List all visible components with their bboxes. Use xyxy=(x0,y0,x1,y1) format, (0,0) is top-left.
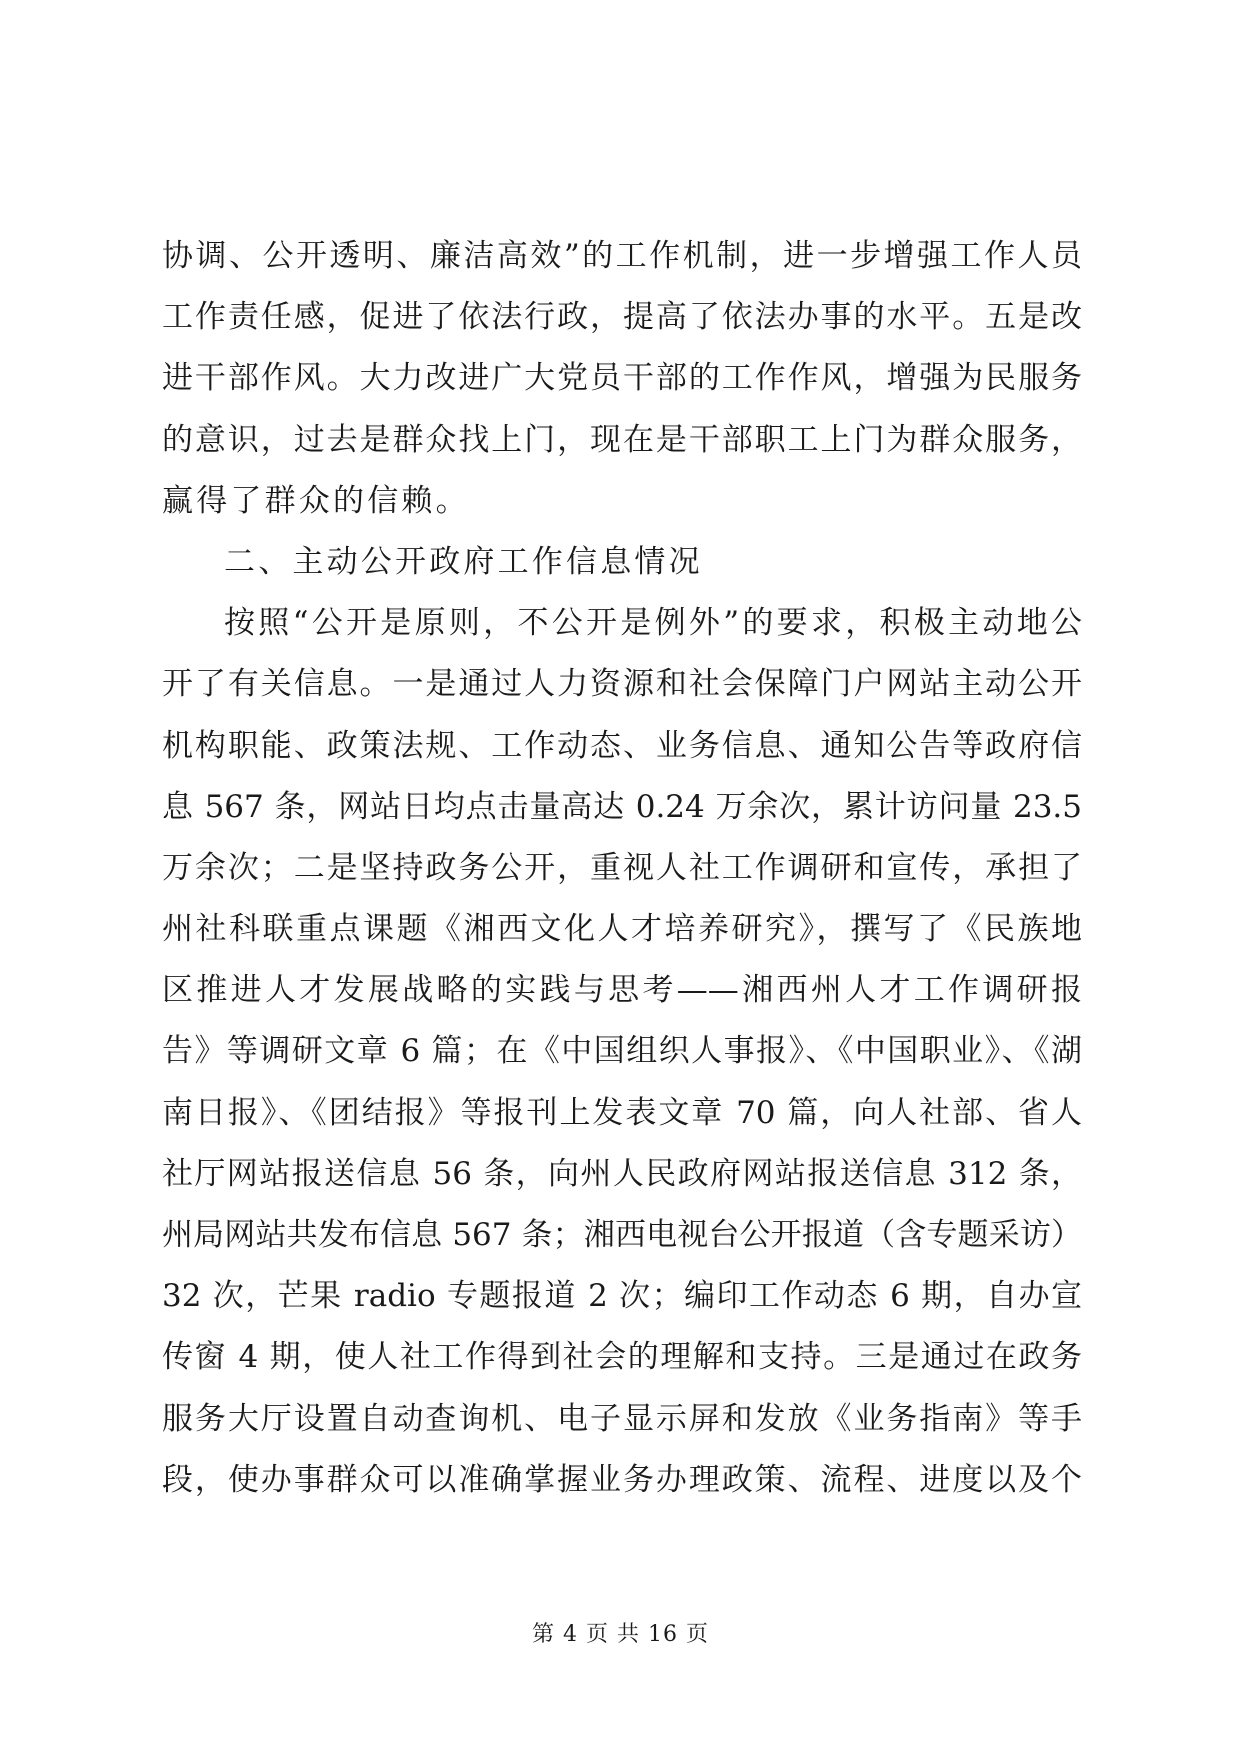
text-line: 赢得了群众的信赖。 xyxy=(162,482,470,519)
text-line: 区推进人才发展战略的实践与思考——湘西州人才工作调研报 xyxy=(162,972,1082,1009)
text-line: 按照“公开是原则，不公开是例外”的要求，积极主动地公 xyxy=(224,605,1082,642)
text-line: 社厅网站报送信息 56 条，向州人民政府网站报送信息 312 条， xyxy=(162,1155,1082,1192)
section-heading: 二、主动公开政府工作信息情况 xyxy=(224,543,703,580)
text-line: 32 次，芒果 radio 专题报道 2 次；编印工作动态 6 期，自办宣 xyxy=(162,1278,1082,1315)
text-line: 开了有关信息。一是通过人力资源和社会保障门户网站主动公开 xyxy=(162,666,1082,703)
text-line: 传窗 4 期，使人社工作得到社会的理解和支持。三是通过在政务 xyxy=(162,1339,1082,1376)
text-line: 协调、公开透明、廉洁高效”的工作机制，进一步增强工作人员 xyxy=(162,238,1082,274)
text-line: 州社科联重点课题《湘西文化人才培养研究》，撰写了《民族地 xyxy=(162,911,1082,948)
text-line: 服务大厅设置自动查询机、电子显示屏和发放《业务指南》等手 xyxy=(162,1400,1082,1437)
text-line: 告》等调研文章 6 篇；在《中国组织人事报》、《中国职业》、《湖 xyxy=(162,1033,1082,1070)
text-line: 段，使办事群众可以准确掌握业务办理政策、流程、进度以及个 xyxy=(162,1461,1082,1498)
text-line: 的意识，过去是群众找上门，现在是干部职工上门为群众服务， xyxy=(162,421,1082,458)
text-line: 工作责任感，促进了依法行政，提高了依法办事的水平。五是改 xyxy=(162,299,1082,336)
text-line: 万余次；二是坚持政务公开，重视人社工作调研和宣传，承担了 xyxy=(162,849,1082,886)
text-line: 南日报》、《团结报》等报刊上发表文章 70 篇，向人社部、省人 xyxy=(162,1094,1082,1131)
body-text xyxy=(162,226,1082,1511)
text-line: 州局网站共发布信息 567 条；湘西电视台公开报道（含专题采访） xyxy=(162,1217,1082,1253)
text-line: 息 567 条，网站日均点击量高达 0.24 万余次，累计访问量 23.5 xyxy=(162,788,1082,825)
text-line: 进干部作风。大力改进广大党员干部的工作作风，增强为民服务 xyxy=(162,360,1082,397)
text-line: 机构职能、政策法规、工作动态、业务信息、通知公告等政府信 xyxy=(162,727,1082,764)
page-footer: 第 4 页 共 16 页 xyxy=(532,1622,709,1647)
